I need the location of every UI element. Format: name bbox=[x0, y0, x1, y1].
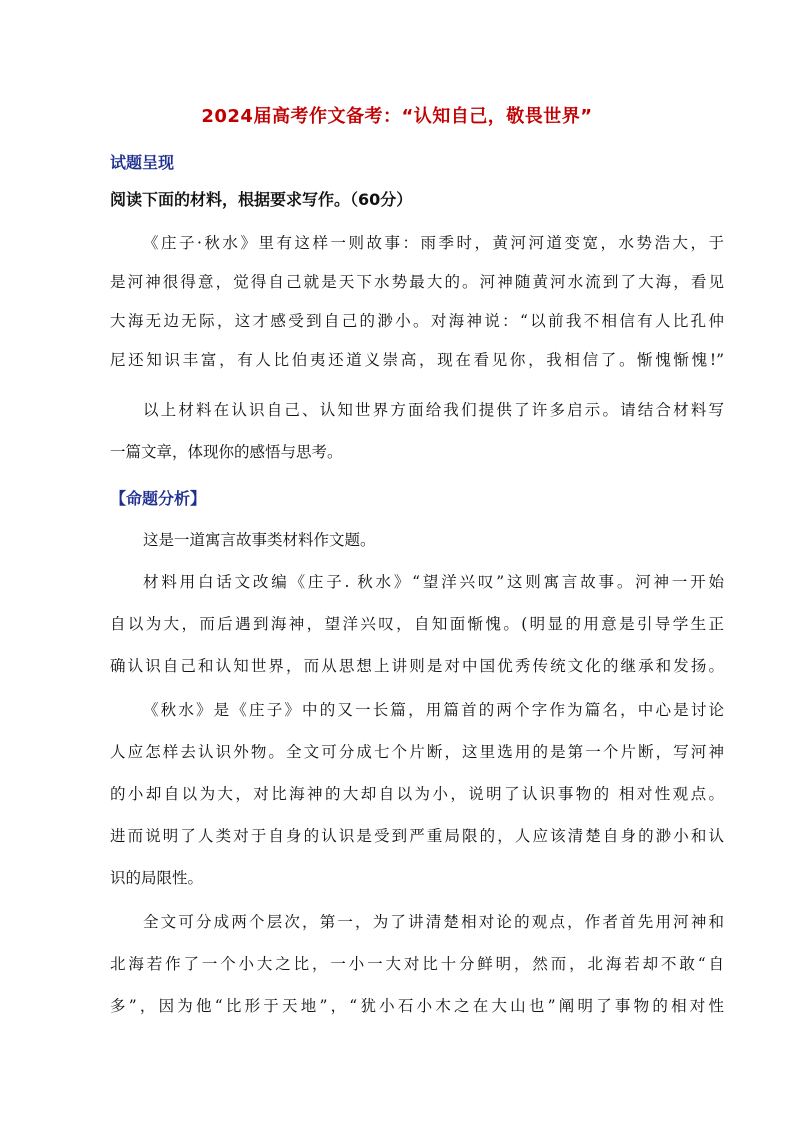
analysis-line: 多”，因为他“比形于天地”，“犹小石小木之在大山也”阐明了事物的相对性 bbox=[110, 997, 724, 1015]
analysis-line: 确认识自己和认知世界，而从思想上讲则是对中国优秀传统文化的继承和发扬。 bbox=[110, 657, 724, 675]
document-title: 2024届高考作文备考：“认知自己，敬畏世界” bbox=[201, 106, 593, 127]
task-line: 以上材料在认识自己、认知世界方面给我们提供了许多启示。请结合材料写 bbox=[143, 401, 724, 419]
material-line: 大海无边无际，这才感受到自己的渺小。对海神说：“以前我不相信有人比孔仲 bbox=[110, 312, 724, 330]
section-heading-analysis: 【命题分析】 bbox=[110, 489, 207, 508]
analysis-line: 自以为大，而后遇到海神，望洋兴叹，自知面惭愧。(明显的用意是引导学生正 bbox=[110, 615, 724, 633]
analysis-line: 全文可分成两个层次，第一，为了讲清楚相对论的观点，作者首先用河神和 bbox=[143, 913, 724, 931]
analysis-intro: 这是一道寓言故事类材料作文题。 bbox=[143, 531, 376, 549]
analysis-line: 人应怎样去认识外物。全文可分成七个片断，这里选用的是第一个片断，写河神 bbox=[110, 743, 724, 761]
analysis-line: 进而说明了人类对于自身的认识是受到严重局限的，人应该清楚自身的渺小和认 bbox=[110, 827, 724, 845]
analysis-line: 《秋水》是《庄子》中的又一长篇，用篇首的两个字作为篇名，中心是讨论 bbox=[143, 701, 724, 719]
section-heading-question: 试题呈现 bbox=[110, 153, 175, 172]
material-line: 尼还知识丰富，有人比伯夷还道义崇高，现在看见你，我相信了。惭愧惭愧!” bbox=[110, 351, 724, 369]
analysis-line: 识的局限性。 bbox=[110, 869, 204, 887]
material-line: 《庄子·秋水》里有这样一则故事：雨季时，黄河河道变宽，水势浩大，于 bbox=[143, 234, 724, 252]
analysis-line: 材料用白话文改编《庄子. 秋水》“望洋兴叹”这则寓言故事。河神一开始 bbox=[143, 573, 724, 591]
analysis-line: 北海若作了一个小大之比，一小一大对比十分鲜明，然而，北海若却不敢“自 bbox=[110, 955, 724, 973]
material-line: 是河神很得意，觉得自己就是天下水势最大的。河神随黄河水流到了大海，看见 bbox=[110, 273, 724, 291]
analysis-line: 的小却自以为大，对比海神的大却自以为小，说明了认识事物的 相对性观点。 bbox=[110, 785, 724, 803]
instruction-line: 阅读下面的材料，根据要求写作。（60分） bbox=[110, 190, 413, 209]
task-line: 一篇文章，体现你的感悟与思考。 bbox=[110, 443, 343, 461]
